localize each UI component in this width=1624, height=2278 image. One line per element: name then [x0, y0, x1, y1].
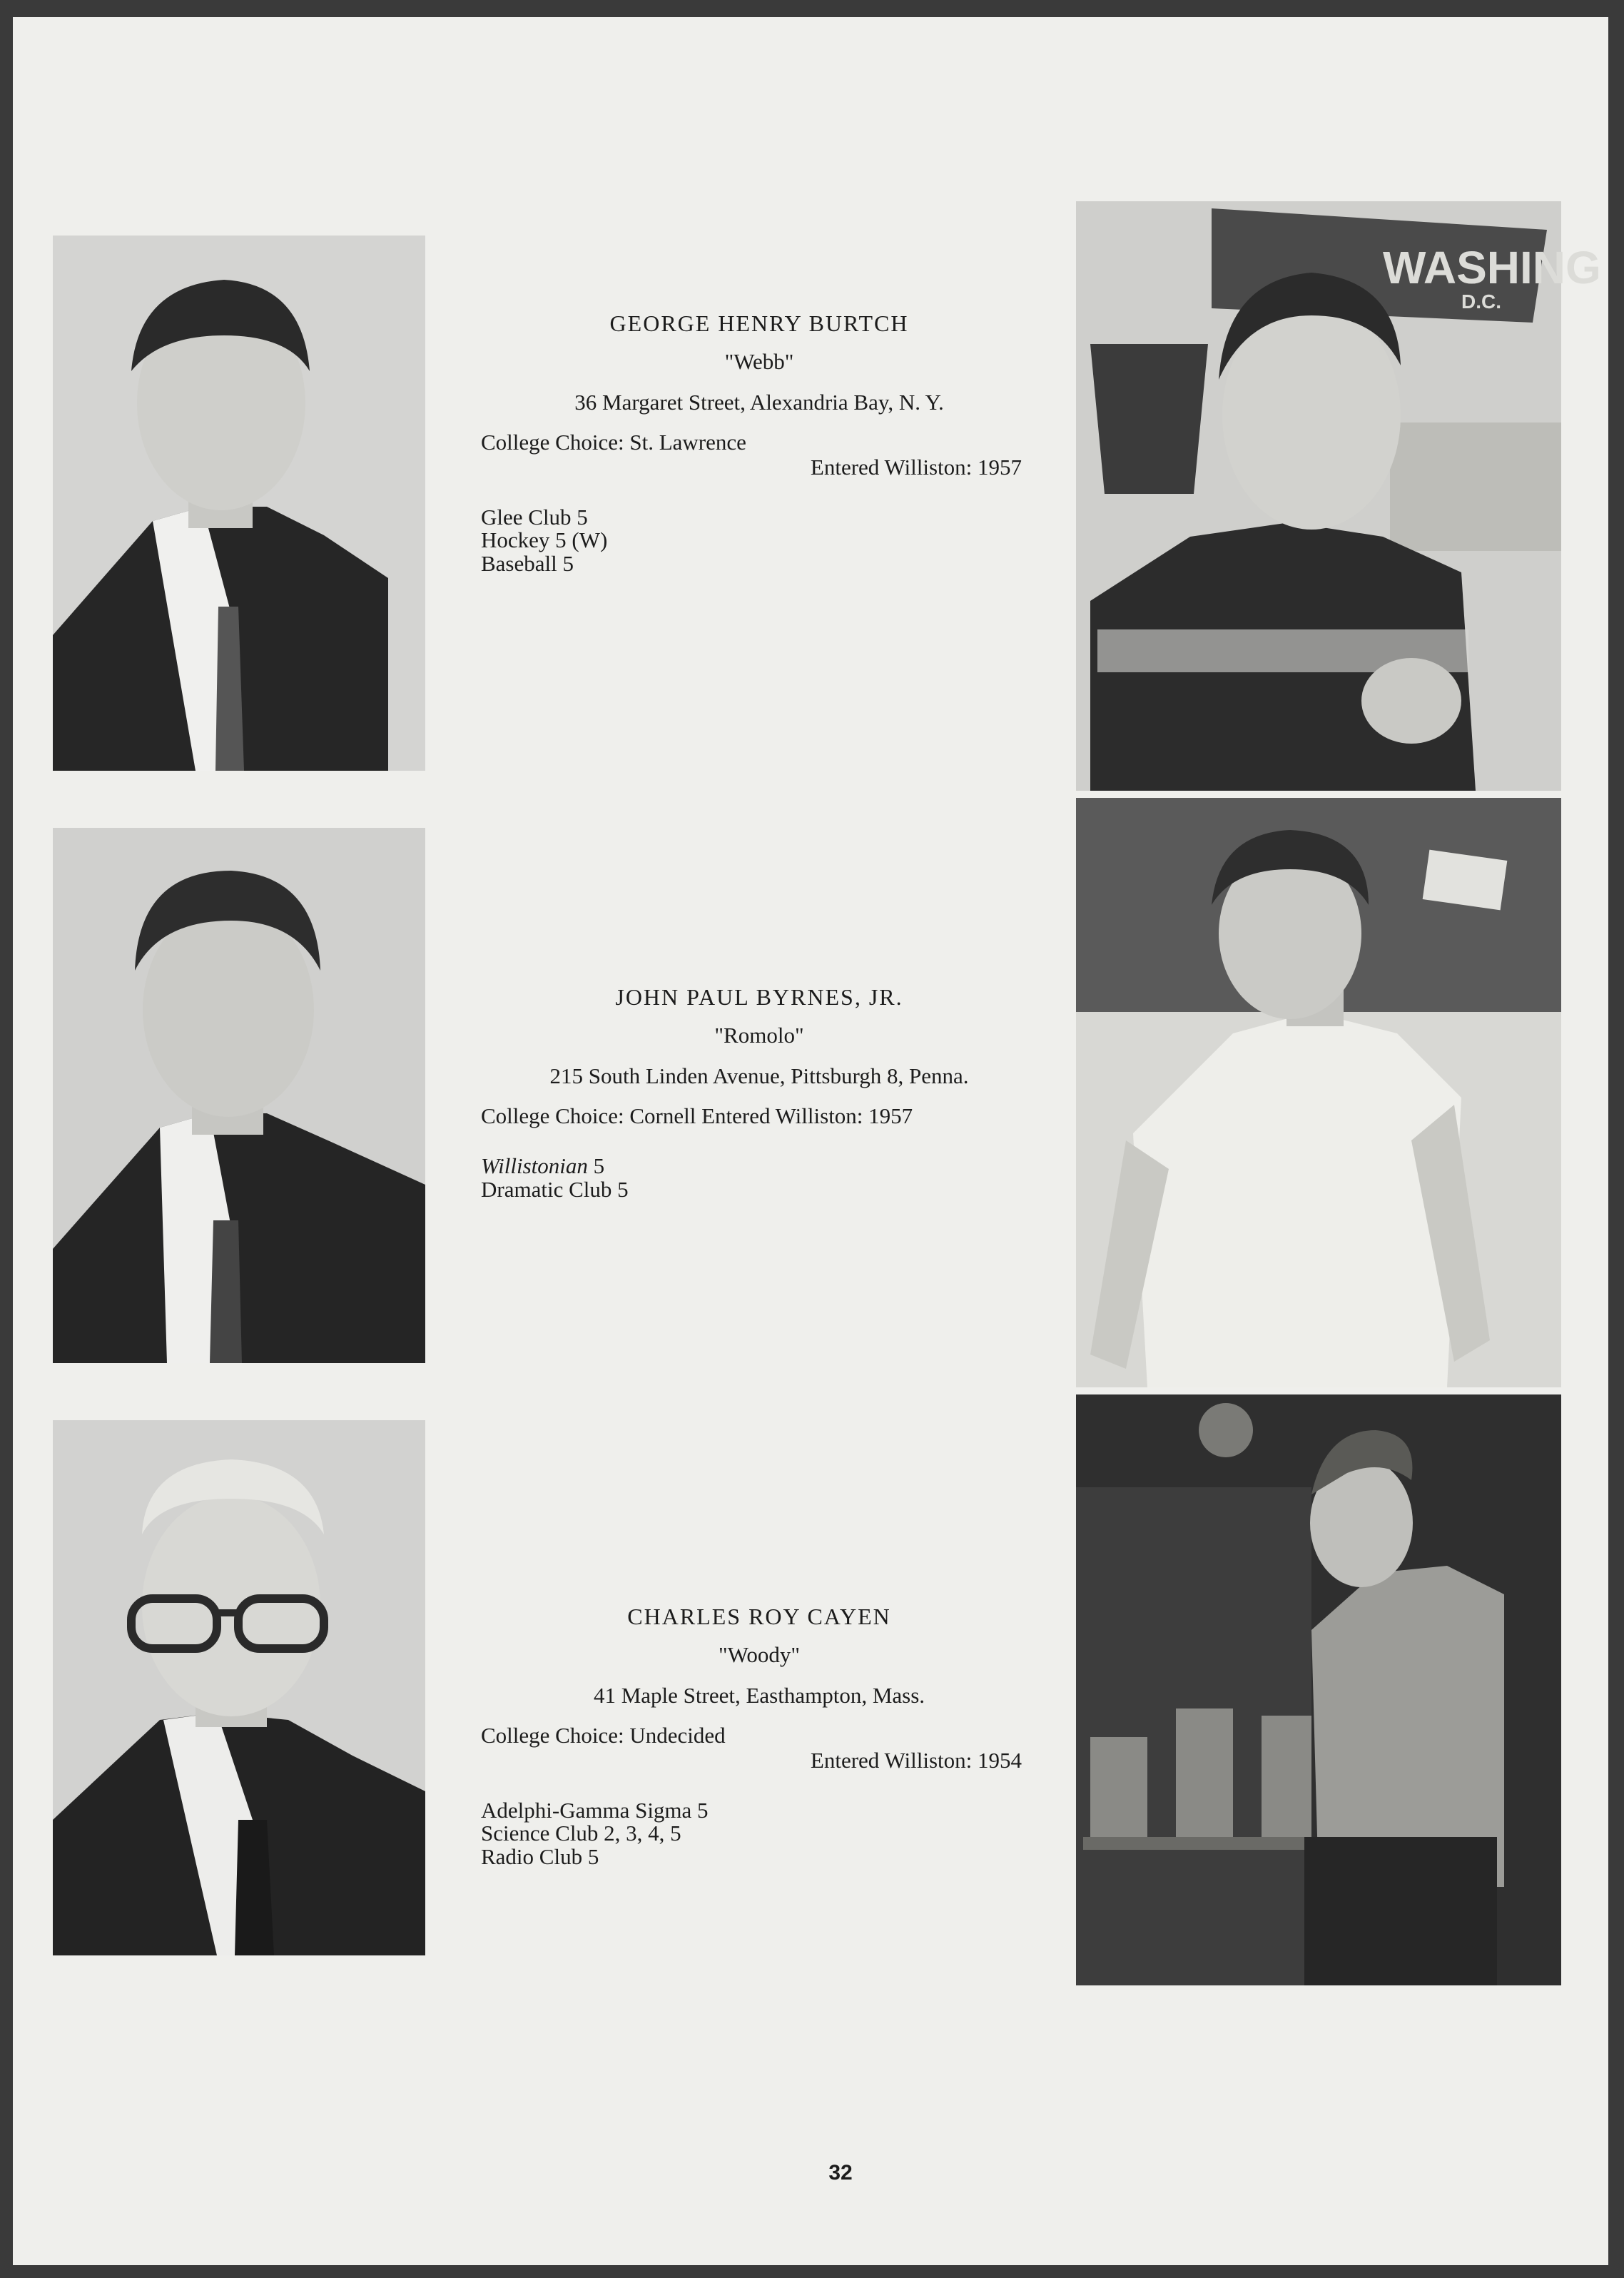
- college-choice: College Choice: Undecided: [481, 1723, 726, 1748]
- candid-photo-byrnes: [1076, 798, 1561, 1387]
- student-entry-burtch: [481, 311, 1037, 575]
- student-entry-byrnes: [481, 985, 1037, 1201]
- pennant-text: WASHING: [1383, 242, 1601, 293]
- student-address: 215 South Linden Avenue, Pittsburgh 8, Penna.: [549, 1063, 969, 1088]
- yearbook-page: [13, 17, 1608, 2265]
- activity-item: Glee Club 5: [481, 504, 588, 530]
- student-address: 36 Margaret Street, Alexandria Bay, N. Y.: [574, 389, 944, 415]
- activity-italic-suffix: 5: [587, 1153, 605, 1178]
- student-entry-cayen: [481, 1604, 1037, 1868]
- college-choice: College Choice: Cornell Entered Williston: 1957: [481, 1103, 913, 1129]
- activity-italic: Willistonian: [481, 1153, 588, 1178]
- activity-item: Baseball 5: [481, 550, 574, 576]
- candid-photo-cayen: [1076, 1394, 1561, 1985]
- portrait-photo-burtch: [53, 236, 425, 771]
- college-choice: College Choice: St. Lawrence: [481, 430, 746, 455]
- activities-list: [481, 506, 1037, 576]
- student-name: JOHN PAUL BYRNES, JR.: [615, 984, 903, 1010]
- portrait-photo-byrnes: [53, 828, 425, 1363]
- activity-item: Radio Club 5: [481, 1843, 599, 1869]
- activities-list: [481, 1799, 1037, 1869]
- page-number: 32: [828, 2161, 853, 2185]
- portrait-photo-cayen: [53, 1420, 425, 1955]
- candid-photo-burtch: [1076, 201, 1601, 791]
- entered-williston: Entered Williston: 1954: [810, 1747, 1022, 1773]
- student-name: CHARLES ROY CAYEN: [627, 1604, 891, 1629]
- student-address: 41 Maple Street, Easthampton, Mass.: [593, 1682, 925, 1708]
- activity-item: Science Club 2, 3, 4, 5: [481, 1821, 681, 1846]
- entered-williston: Entered Williston: 1957: [810, 454, 1022, 480]
- activity-item: [481, 1155, 1037, 1178]
- activities-list: [481, 1155, 1037, 1201]
- activity-item: Adelphi-Gamma Sigma 5: [481, 1797, 709, 1823]
- student-nickname: "Webb": [724, 348, 794, 374]
- activity-item: Hockey 5 (W): [481, 527, 608, 553]
- pennant-subtext: D.C.: [1461, 290, 1501, 313]
- student-nickname: "Woody": [718, 1641, 801, 1667]
- student-name: GEORGE HENRY BURTCH: [609, 310, 909, 336]
- activity-item: Dramatic Club 5: [481, 1176, 629, 1202]
- student-nickname: "Romolo": [714, 1022, 804, 1048]
